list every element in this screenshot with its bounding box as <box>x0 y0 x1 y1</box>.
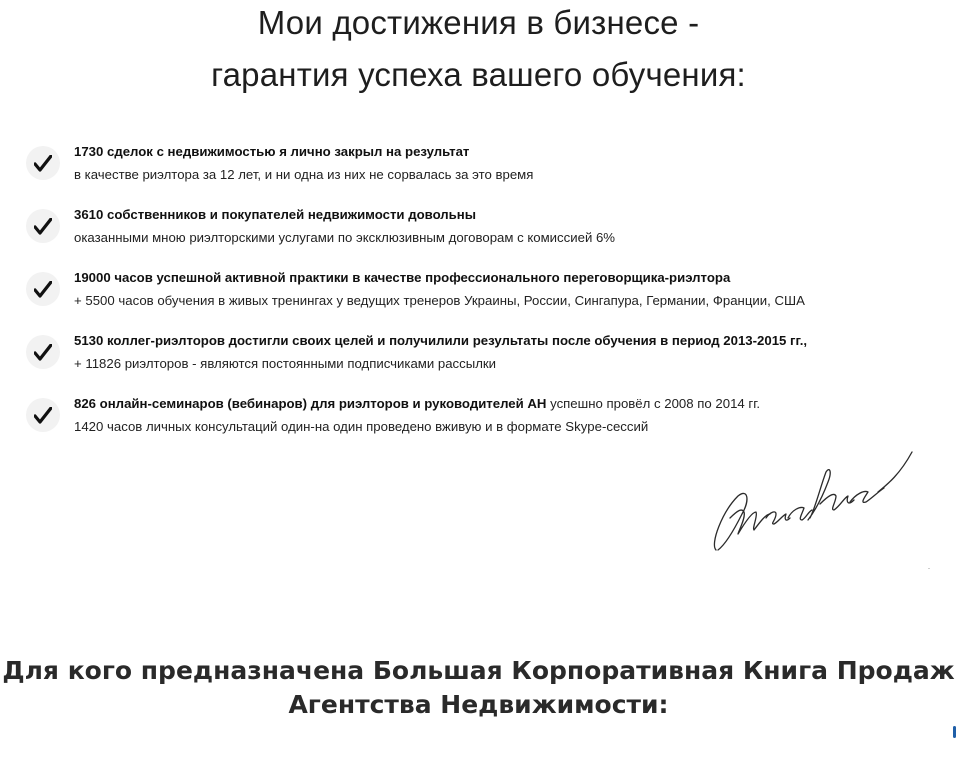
achievement-text <box>74 392 944 438</box>
achievement-headline: 826 онлайн-семинаров (вебинаров) для риэлторов и руководителей АН <box>74 396 547 411</box>
achievement-headline: 19000 часов успешной активной практики в качестве профессионального переговорщика-риэлтора <box>74 270 731 285</box>
section-title-line-2: Агентства Недвижимости: <box>288 690 669 719</box>
checkmark-icon <box>26 146 60 180</box>
speck <box>928 568 930 569</box>
achievement-headline-rest: успешно провёл с 2008 по 2014 гг. <box>546 396 761 411</box>
section-title-line-1: Для кого предназначена Большая Корпоративная Книга Продаж <box>2 656 955 685</box>
achievement-item <box>26 266 946 314</box>
achievement-text <box>74 329 944 375</box>
checkmark-icon <box>26 209 60 243</box>
achievement-item <box>26 392 946 440</box>
checkmark-icon <box>26 335 60 369</box>
achievement-detail: в качестве риэлтора за 12 лет, и ни одна из них не сорвалась за это время <box>74 167 534 182</box>
achievement-text <box>74 140 944 186</box>
edge-marker <box>953 726 956 738</box>
achievement-headline: 3610 собственников и покупателей недвижимости довольны <box>74 207 477 222</box>
achievement-item <box>26 329 946 377</box>
checkmark-icon <box>26 272 60 306</box>
page-title-line-1: Мои достижения в бизнесе - <box>257 4 700 41</box>
checkmark-icon <box>26 398 60 432</box>
achievement-detail: оказанными мною риэлторскими услугами по эксклюзивным договорам с комиссией 6% <box>74 230 616 245</box>
achievement-detail: + 5500 часов обучения в живых тренингах у ведущих тренеров Украины, России, Сингапура, Германии, Франции, США <box>74 293 805 308</box>
achievement-item <box>26 140 946 188</box>
achievement-headline: 1730 сделок с недвижимостью я лично закрыл на результат <box>74 144 470 159</box>
achievement-detail: 1420 часов личных консультаций один-на один проведено вживую и в формате Skype-сессий <box>74 419 649 434</box>
page-title-line-2: гарантия успеха вашего обучения: <box>211 56 746 93</box>
achievement-text <box>74 203 944 249</box>
achievement-item <box>26 203 946 251</box>
achievement-headline: 5130 коллег-риэлторов достигли своих целей и получилили результаты после обучения в период 2013-2015 гг., <box>74 333 808 348</box>
achievement-detail: + 11826 риэлторов - являются постоянными подписчиками рассылки <box>74 356 497 371</box>
achievement-text <box>74 266 944 312</box>
signature-icon <box>708 448 918 558</box>
